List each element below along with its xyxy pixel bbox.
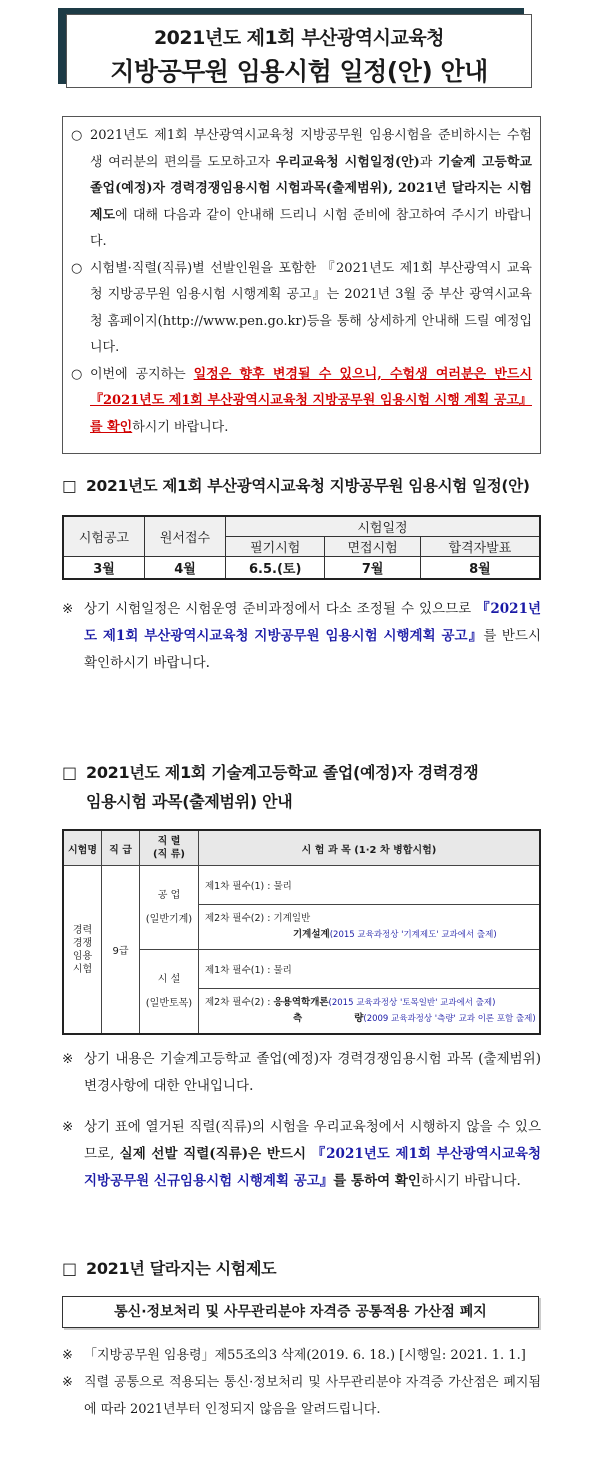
reference-mark: ※ (62, 1051, 74, 1067)
industrial-subject-2-label: 제2차 필수(2) : 기계일반 (205, 913, 311, 924)
note-text: 상기 내용은 기술계고등학교 졸업(예정)자 경력경쟁임용시험 과목 (출제범위) 변경사항에 대한 안내입니다. (84, 1051, 541, 1094)
facility-subject-2-name: 응용역학개론 (273, 997, 329, 1008)
intro-bold-text: 기술계 고등학교 졸업(예정)자 경력경쟁임용시험 시험과목(출제범위), 2021년 달라지는 시험제도 (90, 154, 532, 223)
header-exam-name: 시험명 (63, 830, 102, 866)
series-industrial-cell (140, 866, 199, 950)
section-1-title: 2021년도 제1회 부산광역시교육청 지방공무원 임용시험 일정(안) (86, 477, 530, 495)
title-line-2: 지방공무원 임용시험 일정(안) 안내 (110, 57, 488, 86)
title-line-1: 2021년도 제1회 부산광역시교육청 (153, 27, 445, 49)
note-text: 직렬 공통으로 적용되는 통신·정보처리 및 사무관리분야 자격증 가산점은 폐지됨에 따라 2021년부터 인정되지 않음을 알려드립니다. (84, 1375, 541, 1417)
header-announce: 시험공고 (63, 516, 145, 557)
cell-interview: 7월 (325, 557, 420, 580)
reference-mark: ※ (62, 1375, 73, 1390)
note-bold-text: 를 통하여 확인 (333, 1173, 421, 1189)
change-banner: 통신·정보처리 및 사무관리분야 자격증 공통적용 가산점 폐지 (62, 1296, 539, 1328)
industrial-subject-2 (199, 905, 541, 950)
section-2-heading (62, 758, 478, 816)
change-note-1 (62, 1342, 541, 1369)
series-industrial-name: 공 업 (157, 889, 181, 901)
header-result: 합격자발표 (420, 537, 540, 557)
subjects-note-2 (62, 1114, 541, 1195)
cell-announce: 3월 (63, 557, 145, 580)
industrial-subject-2-name: 기계설계 (293, 929, 330, 940)
series-facility-cell (140, 950, 199, 1035)
schedule-table (62, 515, 541, 580)
subjects-note-1 (62, 1046, 541, 1100)
intro-text: 하시기 바랍니다. (132, 419, 229, 435)
header-grade: 직 급 (102, 830, 140, 866)
section-2-title-line-2: 임용시험 과목(출제범위) 안내 (86, 792, 293, 811)
industrial-subject-1: 제1차 필수(1) : 물리 (199, 866, 541, 905)
facility-subject-1: 제1차 필수(1) : 물리 (199, 950, 541, 989)
section-2-title-line-1: 2021년도 제1회 기술계고등학교 졸업(예정)자 경력경쟁 (86, 763, 479, 782)
intro-text: 이번에 공지하는 (90, 366, 194, 382)
square-bullet: □ (62, 477, 77, 495)
note-text: 를 반드시 확인하시기 바랍니다. (84, 628, 541, 671)
note-text: 상기 표에 열거된 직렬(직류)의 시험을 우리교육청에서 시행하지 않을 수 있으므로, (84, 1119, 541, 1162)
intro-text: 시험별·직렬(직류)별 선발인원을 포함한 『2021년도 제1회 부산광역시 교육청 지방공무원 임용시험 시행계획 공고』는 2021년 3월 중 부산 광역시교육청 홈페이지(http://www.pen.go.kr)등을 통해 상세하게 안내해 드릴 예정입니다. (90, 260, 532, 355)
reference-mark: ※ (62, 1119, 74, 1135)
section-3-heading (62, 1256, 276, 1279)
intro-bold-text: 우리교육청 시험일정(안) (275, 154, 420, 170)
intro-text: 2021년도 제1회 부산광역시교육청 지방공무원 임용시험을 준비하시는 수험생 여러분의 편의를 도모하고자 (90, 128, 532, 170)
note-text: 「지방공무원 임용령」제55조의3 삭제(2019. 6. 18.) [시행일: 2021. 1. 1.] (84, 1348, 526, 1363)
reference-mark: ※ (62, 601, 74, 617)
change-note-2 (62, 1369, 541, 1423)
subjects-table (62, 829, 541, 1035)
cell-apply: 4월 (145, 557, 226, 580)
intro-paragraph-2 (71, 256, 532, 362)
header-interview: 면접시험 (325, 537, 420, 557)
intro-warning-text: 일정은 향후 변경될 수 있으니, 수험생 여러분은 반드시 『2021년도 제1회 부산광역시교육청 지방공무원 임용시험 시행 계획 공고』를 확인 (90, 366, 533, 435)
note-blue-text: 『2021년도 제1회 부산광역시교육청 지방공무원 신규임용시험 시행계획 공고』 (84, 1146, 541, 1189)
header-schedule: 시험일정 (226, 516, 541, 537)
intro-paragraph-3 (71, 362, 532, 442)
facility-subject-3-scope: (2009 교육과정상 '측량' 교과 이론 포함 출제) (363, 1014, 536, 1024)
note-text: 하시기 바랍니다. (420, 1173, 521, 1189)
header-written: 필기시험 (226, 537, 325, 557)
facility-subject-2 (199, 989, 541, 1035)
facility-subject-3-name-b: 량 (354, 1013, 364, 1024)
intro-text: 에 대해 다음과 같이 안내해 드리니 시험 준비에 참고하여 주시기 바랍니다. (90, 207, 532, 249)
header-subjects: 시 험 과 목 (1·2 차 병합시험) (199, 830, 541, 866)
facility-subject-3-name-a: 측 (293, 1013, 303, 1024)
facility-subject-2-scope: (2015 교육과정상 '토목일반' 교과에서 출제) (328, 998, 496, 1008)
title-box (58, 8, 536, 92)
section-3-title: 2021년 달라지는 시험제도 (86, 1259, 277, 1278)
circle-bullet: ○ (71, 260, 83, 276)
note-text: 상기 시험일정은 시험운영 준비과정에서 다소 조정될 수 있으므로 (84, 601, 477, 617)
header-apply: 원서접수 (145, 516, 226, 557)
note-bold-text: 실제 선발 직렬(직류)은 반드시 (119, 1146, 312, 1162)
section-1-heading (62, 474, 530, 496)
header-series: 직 렬 (직 류) (140, 830, 199, 866)
intro-paragraph-1 (71, 123, 532, 256)
circle-bullet: ○ (71, 128, 83, 143)
exam-name-cell: 경력 경쟁 임용 시험 (63, 866, 102, 1035)
square-bullet: □ (62, 1259, 77, 1278)
industrial-subject-2-scope: (2015 교육과정상 '기계제도' 교과에서 출제) (329, 930, 497, 940)
intro-text: 과 (419, 154, 439, 170)
reference-mark: ※ (62, 1348, 73, 1363)
series-facility-sub: (일반토목) (145, 997, 193, 1009)
circle-bullet: ○ (71, 366, 83, 382)
series-industrial-sub: (일반기계) (145, 913, 193, 925)
cell-result: 8월 (420, 557, 540, 580)
square-bullet: □ (62, 763, 77, 782)
note-blue-text: 『2021년도 제1회 부산광역시교육청 지방공무원 임용시험 시행계획 공고』 (84, 601, 542, 644)
cell-written: 6.5.(토) (226, 557, 325, 580)
title-inner (66, 14, 532, 88)
series-facility-name: 시 설 (157, 973, 181, 985)
grade-cell: 9급 (102, 866, 140, 1035)
facility-subject-2-label: 제2차 필수(2) : (205, 997, 274, 1008)
schedule-note (62, 596, 541, 677)
intro-box (62, 116, 541, 454)
